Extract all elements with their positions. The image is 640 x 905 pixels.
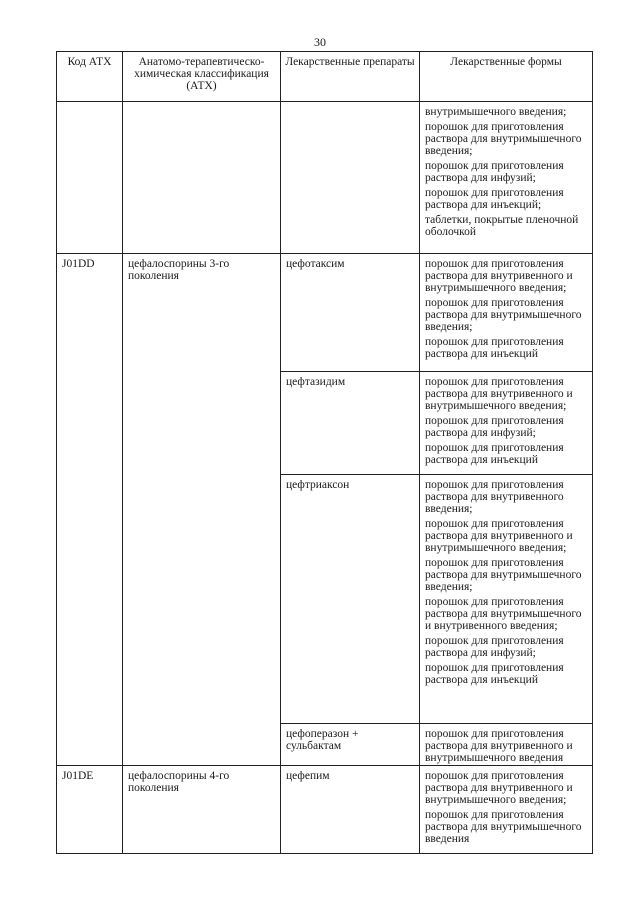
cell-code-empty xyxy=(57,102,123,254)
page-number: 30 xyxy=(314,35,326,49)
form-item: порошок для приготовления раствора для инъекций xyxy=(425,336,564,360)
cell-forms-cefepime xyxy=(420,766,593,854)
table-row-continuation xyxy=(57,102,593,254)
cell-drug-cefotaxime: цефотаксим xyxy=(281,254,420,372)
form-item: внутримышечного введения; xyxy=(425,106,567,118)
form-item: порошок для приготовления раствора для инъекций; xyxy=(425,187,564,211)
drug-table xyxy=(56,51,593,854)
form-item: порошок для приготовления раствора для инфузий; xyxy=(425,635,564,659)
cell-drug-ceftazidime: цефтазидим xyxy=(281,372,420,475)
cell-forms-cefoperazone-sulbactam xyxy=(420,724,593,766)
form-item: порошок для приготовления раствора для инъекций xyxy=(425,662,564,686)
cell-code-j01de: J01DE xyxy=(57,766,123,854)
cell-drug-cefepime: цефепим xyxy=(281,766,420,854)
header-atc-code: Код АТХ xyxy=(57,52,123,102)
form-item: порошок для приготовления раствора для внутримышечного введения; xyxy=(425,297,582,333)
form-item: порошок для приготовления раствора для внутримышечного введения; xyxy=(425,121,582,157)
table-row-cefotaxime xyxy=(57,254,593,372)
form-item: таблетки, покрытые пленочной оболочкой xyxy=(425,214,579,238)
cell-forms-continuation xyxy=(420,102,593,254)
form-item: порошок для приготовления раствора для внутримышечного введения; xyxy=(425,557,582,593)
cell-forms-cefotaxime xyxy=(420,254,593,372)
form-item: порошок для приготовления раствора для инфузий; xyxy=(425,160,564,184)
header-classification: Анатомо-терапевтическо-химическая классификация (АТХ) xyxy=(123,52,281,102)
cell-classification-j01de: цефалоспорины 4-го поколения xyxy=(123,766,281,854)
form-item: порошок для приготовления раствора для внутривенного и внутримышечного введения xyxy=(425,728,573,764)
cell-code-j01dd: J01DD xyxy=(57,254,123,766)
form-item: порошок для приготовления раствора для внутримышечного и внутривенного введения; xyxy=(425,596,582,632)
header-forms: Лекарственные формы xyxy=(420,52,593,102)
table-row-cefepime xyxy=(57,766,593,854)
cell-drug-ceftriaxone: цефтриаксон xyxy=(281,475,420,724)
form-item: порошок для приготовления раствора для внутримышечного введения xyxy=(425,809,582,845)
cell-classification-j01dd: цефалоспорины 3-го поколения xyxy=(123,254,281,766)
header-drugs: Лекарственные препараты xyxy=(281,52,420,102)
form-item: порошок для приготовления раствора для внутривенного и внутримышечного введения; xyxy=(425,258,573,294)
cell-drug-cefoperazone-sulbactam: цефоперазон + сульбактам xyxy=(281,724,420,766)
form-item: порошок для приготовления раствора для внутривенного введения; xyxy=(425,479,564,515)
form-item: порошок для приготовления раствора для внутривенного и внутримышечного введения; xyxy=(425,770,573,806)
cell-forms-ceftriaxone xyxy=(420,475,593,724)
cell-forms-ceftazidime xyxy=(420,372,593,475)
form-item: порошок для приготовления раствора для инфузий; xyxy=(425,415,564,439)
form-item: порошок для приготовления раствора для внутривенного и внутримышечного введения; xyxy=(425,518,573,554)
cell-classification-empty xyxy=(123,102,281,254)
cell-drug-empty xyxy=(281,102,420,254)
table-header-row xyxy=(57,52,593,102)
form-item: порошок для приготовления раствора для внутривенного и внутримышечного введения; xyxy=(425,376,573,412)
form-item: порошок для приготовления раствора для инъекций xyxy=(425,442,564,466)
